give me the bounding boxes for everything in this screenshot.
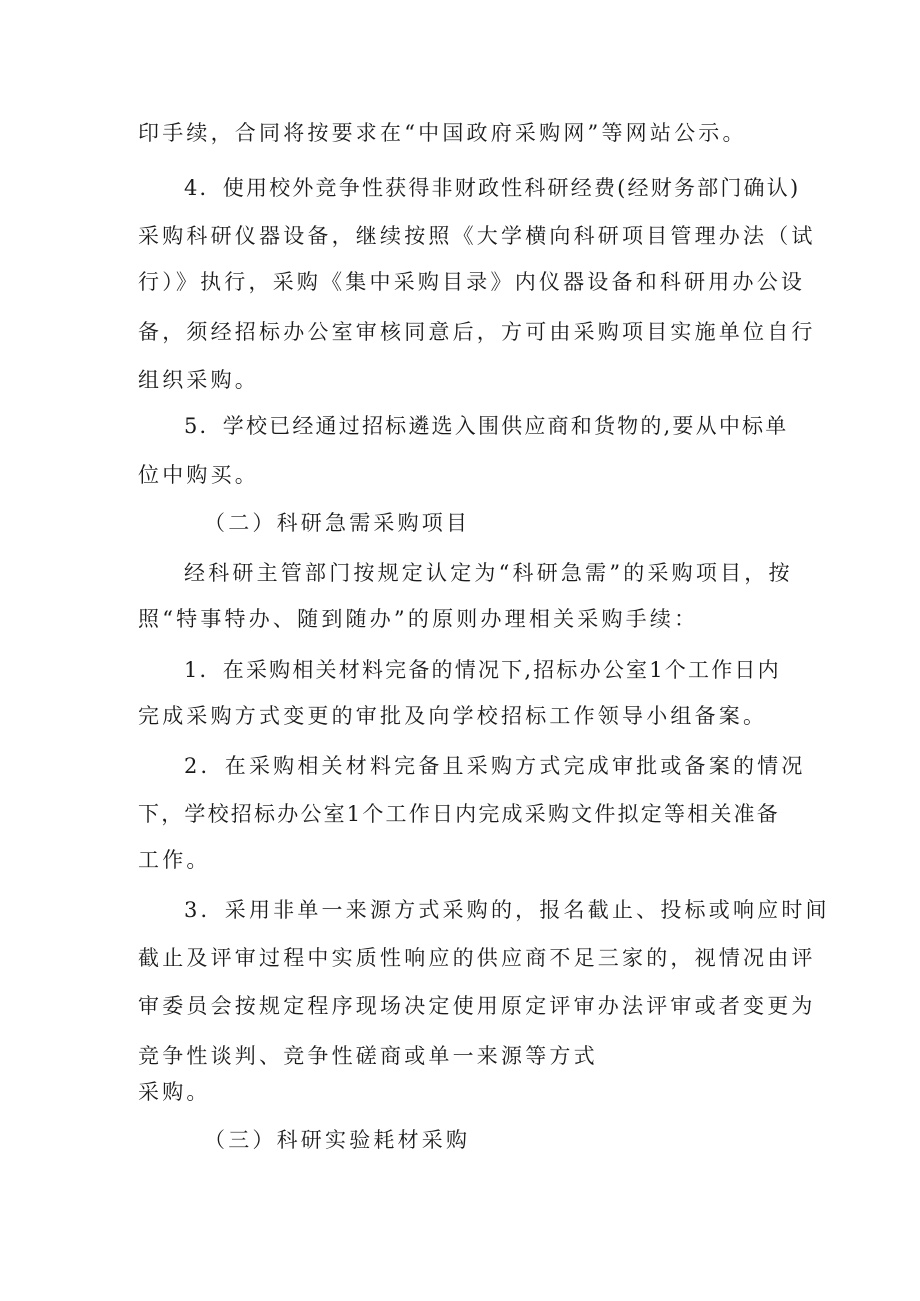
section-heading: （三）科研实验耗材采购 — [204, 1128, 471, 1152]
paragraph-line: 4．使用校外竞争性获得非财政性科研经费(经财务部门确认) — [184, 176, 801, 200]
paragraph-line: 经科研主管部门按规定认定为“科研急需”的采购项目，按 — [184, 561, 793, 585]
paragraph-line: 备，须经招标办公室审核同意后，方可由采购项目实施单位自行 — [138, 320, 816, 344]
paragraph-line: 1．在采购相关材料完备的情况下,招标办公室1个工作日内 — [184, 658, 781, 682]
paragraph-line: 截止及评审过程中实质性响应的供应商不足三家的，视情况由评 — [138, 946, 816, 970]
paragraph-line: 审委员会按规定程序现场决定使用原定评审办法评审或者变更为 — [138, 994, 816, 1018]
paragraph-line: 照“特事特办、随到随办”的原则办理相关采购手续： — [138, 607, 699, 631]
paragraph-line: 采购科研仪器设备，继续按照《大学横向科研项目管理办法（试 — [138, 224, 816, 248]
paragraph-line: 采购。 — [138, 1080, 211, 1104]
paragraph-line: 组织采购。 — [138, 368, 259, 392]
paragraph-line: 工作。 — [138, 848, 211, 872]
paragraph-line: 印手续，合同将按要求在“中国政府采购网”等网站公示。 — [138, 121, 747, 145]
paragraph-line: 竞争性谈判、竞争性磋商或单一来源等方式 — [138, 1044, 598, 1068]
paragraph-line: 2．在采购相关材料完备且采购方式完成审批或备案的情况 — [184, 754, 806, 778]
paragraph-line: 下，学校招标办公室1个工作日内完成采购文件拟定等相关准备 — [138, 802, 780, 826]
paragraph-line: 位中购买。 — [138, 463, 259, 487]
paragraph-line: 行）》执行，采购《集中采购目录》内仪器设备和科研用办公设 — [138, 270, 806, 294]
paragraph-line: 完成采购方式变更的审批及向学校招标工作领导小组备案。 — [138, 704, 768, 728]
paragraph-line: 5．学校已经通过招标遴选入围供应商和货物的,要从中标单 — [184, 414, 789, 438]
section-heading: （二）科研急需采购项目 — [204, 511, 471, 535]
paragraph-line: 3．采用非单一来源方式采购的，报名截止、投标或响应时间 — [184, 898, 830, 922]
